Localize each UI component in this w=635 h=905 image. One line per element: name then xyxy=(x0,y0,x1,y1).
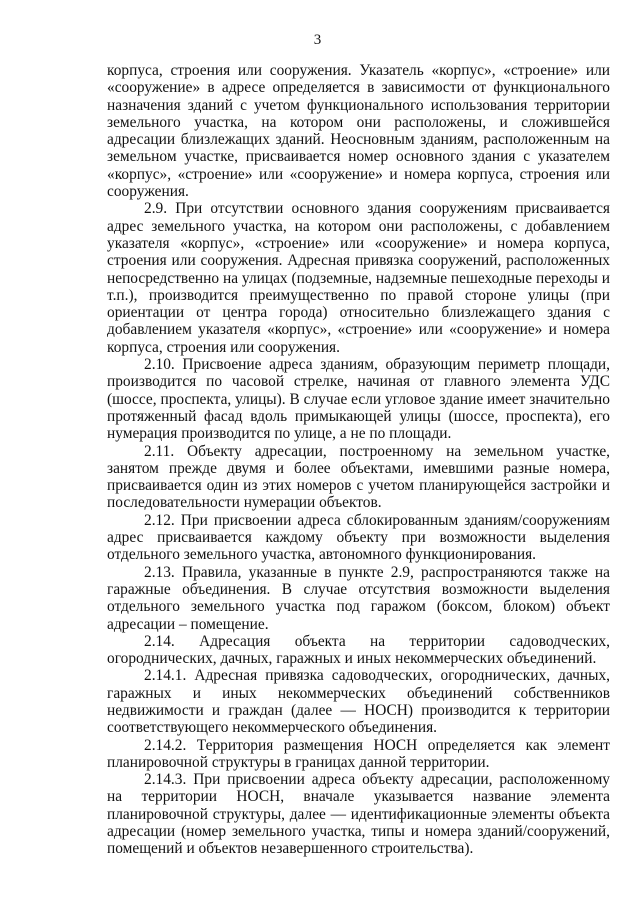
document-body xyxy=(107,62,610,858)
paragraph-2-14-3: 2.14.3. При присвоении адреса объекту адресации, расположенному на территории НОСН, вначале указывается название элемента планировочной структуры, далее — идентификационные элементы объекта адресации (номер земельного участка, типы и номера зданий/сооружений, помещений и объектов незавершенного строительства). xyxy=(107,771,610,858)
paragraph-2-12: 2.12. При присвоении адреса сблокированным зданиям/сооружениям адрес присваивается каждому объекту при возможности выделения отдельного земельного участка, автономного функционирования. xyxy=(107,511,610,564)
paragraph-2-14-2: 2.14.2. Территория размещения НОСН определяется как элемент планировочной структуры в границах данной территории. xyxy=(107,736,610,771)
paragraph-2-13: 2.13. Правила, указанные в пункте 2.9, распространяются также на гаражные объединения. В случае отсутствия возможности выделения отдельного земельного участка под гаражом (боксом, блоком) объект адресации – помещение. xyxy=(107,563,610,633)
page-number: 3 xyxy=(313,32,322,48)
paragraph-continuation: корпуса, строения или сооружения. Указатель «корпус», «строение» или «сооружение» в адресе определяется в зависимости от функционального назначения зданий с учетом функционального использования территории земельного участка, на котором они расположены, и сложившейся адресации близлежащих зданий. Неосновным зданиям, расположенным на земельном участке, присваивается номер основного здания с указателем «корпус», «строение» или «сооружение» и номера корпуса, строения или сооружения. xyxy=(107,62,610,201)
paragraph-2-14-1: 2.14.1. Адресная привязка садоводческих, огороднических, дачных, гаражных и иных некоммерческих объединений собственников недвижимости и граждан (далее — НОСН) производится к территории соответствующего некоммерческого объединения. xyxy=(107,667,610,737)
paragraph-2-14: 2.14. Адресация объекта на территории садоводческих, огороднических, дачных, гаражных и иных некоммерческих объединений. xyxy=(107,632,610,668)
paragraph-2-9: 2.9. При отсутствии основного здания сооружениям присваивается адрес земельного участка, на котором они расположены, с добавлением указателя «корпус», «строение» или «сооружение» и номера корпуса, строения или сооружения. Адресная привязка сооружений, расположенных непосредственно на улицах (подземные, надземные пешеходные переходы и т.п.), производится преимущественно по правой стороне улицы (при ориентации от центра города) относительно близлежащего здания с добавлением указателя «корпус», «строение» или «сооружение» и номера корпуса, строения или сооружения. xyxy=(107,200,610,356)
paragraph-2-11: 2.11. Объекту адресации, построенному на земельном участке, занятом прежде двумя и более объектами, имевшими разные номера, присваивается один из этих номеров с учетом планирующейся застройки и последовательности нумерации объектов. xyxy=(107,442,610,512)
paragraph-2-10: 2.10. Присвоение адреса зданиям, образующим периметр площади, производится по часовой стрелке, начиная от главного элемента УДС (шоссе, проспекта, улицы). В случае если угловое здание имеет значительно протяженный фасад вдоль примыкающей улицы (шоссе, проспекта), его нумерация производится по улице, а не по площади. xyxy=(107,356,610,443)
